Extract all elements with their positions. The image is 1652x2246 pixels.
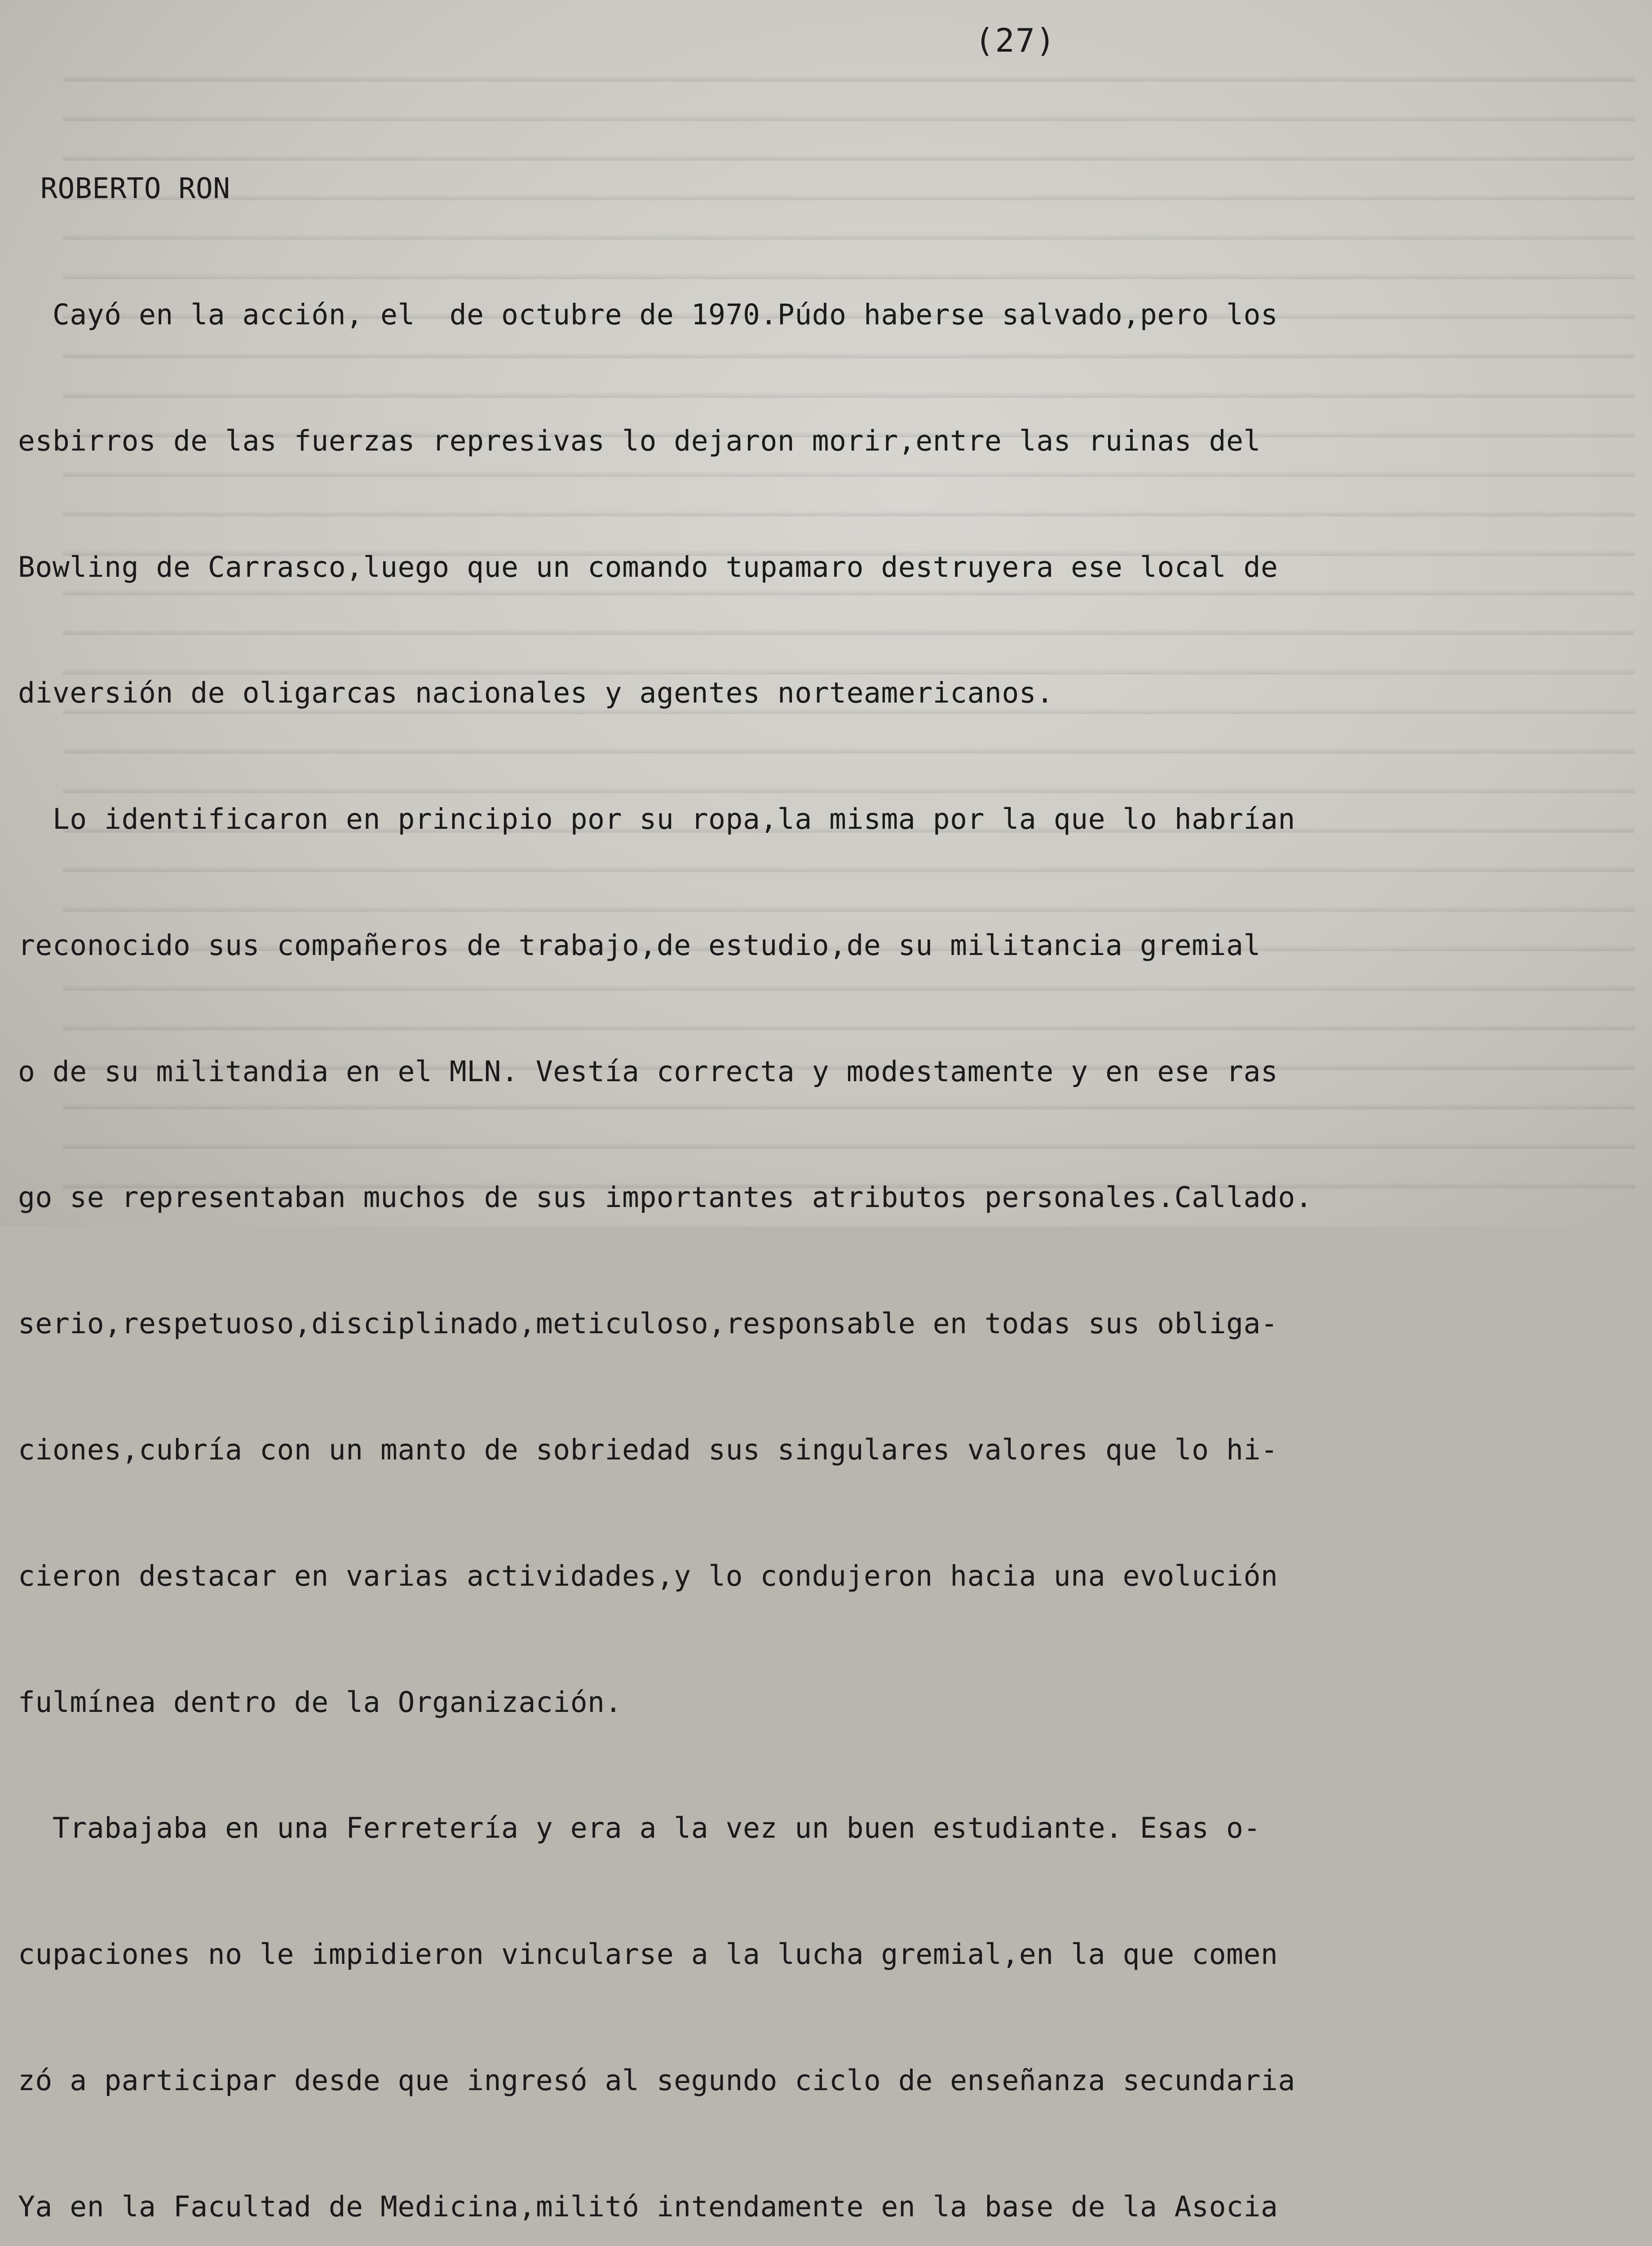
text-line: o de su militandia en el MLN. Vestía correcta y modestamente y en ese ras	[18, 1055, 1278, 1088]
text-line: Bowling de Carrasco,luego que un comando tupamaro destruyera ese local de	[18, 550, 1278, 584]
document-body	[18, 84, 1635, 2246]
text-line: ciones,cubría con un manto de sobriedad sus singulares valores que lo hi-	[18, 1433, 1278, 1466]
text-line: reconocido sus compañeros de trabajo,de estudio,de su militancia gremial	[18, 928, 1261, 962]
text-line: diversión de oligarcas nacionales y agentes norteamericanos.	[18, 676, 1054, 710]
text-line: serio,respetuoso,disciplinado,meticuloso,responsable en todas sus obliga-	[18, 1307, 1278, 1340]
text-line: Lo identificaron en principio por su ropa,la misma por la que lo habrían	[18, 803, 1295, 836]
section-heading: ROBERTO RON	[40, 172, 230, 205]
page-number: (27)	[975, 22, 1056, 59]
text-line: cieron destacar en varias actividades,y lo condujeron hacia una evolución	[18, 1559, 1278, 1592]
text-line: go se representaban muchos de sus importantes atributos personales.Callado.	[18, 1181, 1313, 1214]
text-line: fulmínea dentro de la Organización.	[18, 1685, 623, 1719]
text-line: zó a participar desde que ingresó al segundo ciclo de enseñanza secundaria	[18, 2064, 1295, 2097]
text-line: esbirros de las fuerzas represivas lo dejaron morir,entre las ruinas del	[18, 424, 1261, 457]
text-line: Ya en la Facultad de Medicina,militó intendamente en la base de la Asocia	[18, 2190, 1278, 2223]
text-line: Cayó en la acción, el de octubre de 1970.Púdo haberse salvado,pero los	[18, 298, 1278, 331]
text-line: cupaciones no le impidieron vincularse a la lucha gremial,en la que comen	[18, 1938, 1278, 1971]
text-line: Trabajaba en una Ferretería y era a la vez un buen estudiante. Esas o-	[18, 1812, 1261, 1845]
